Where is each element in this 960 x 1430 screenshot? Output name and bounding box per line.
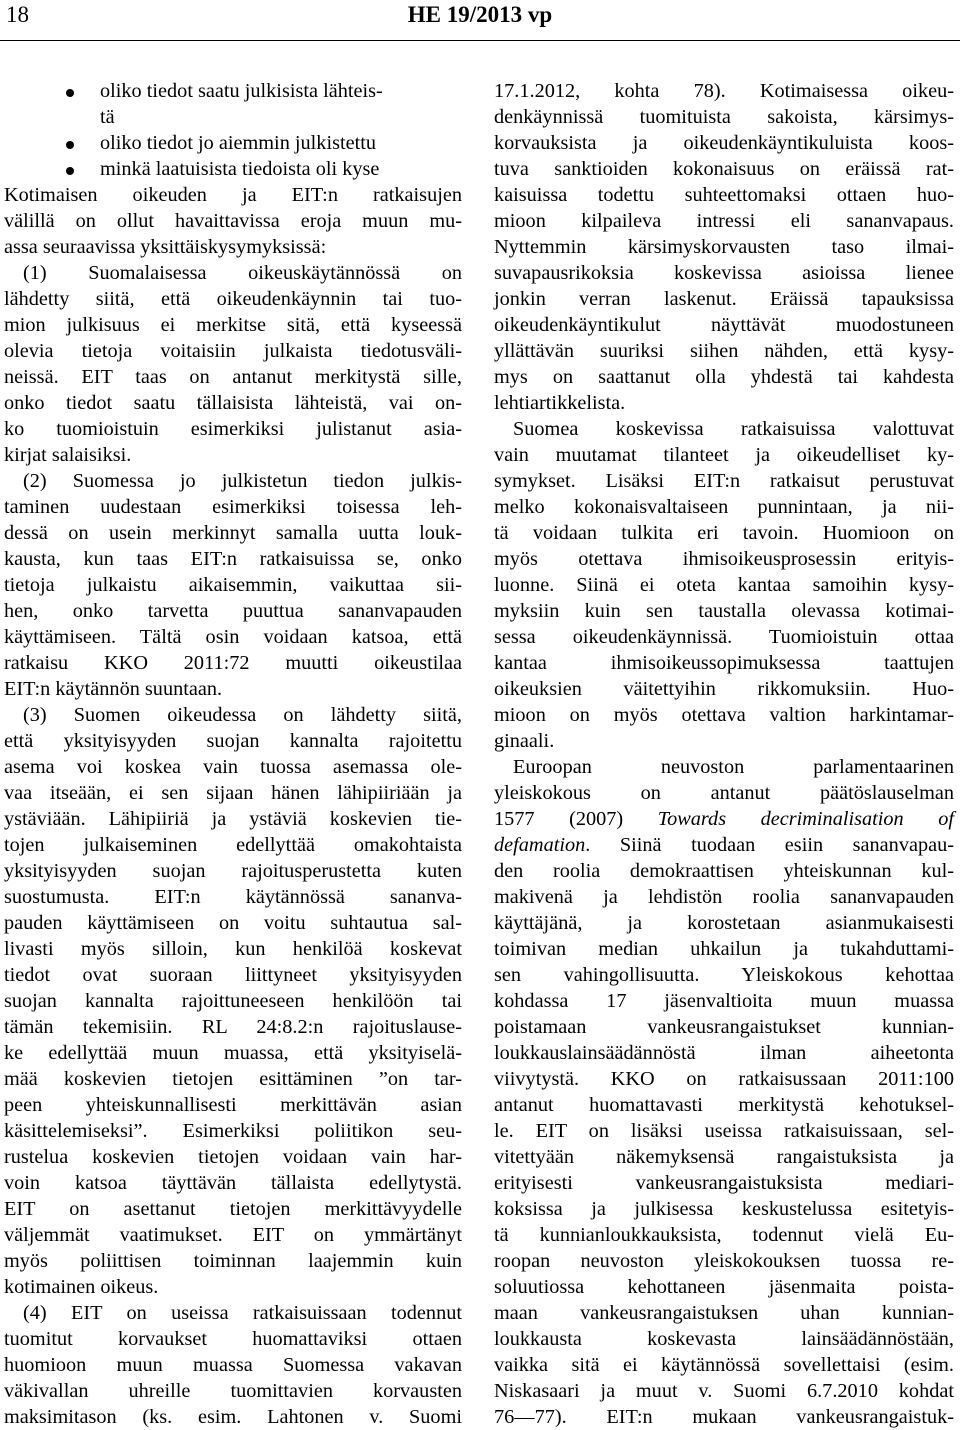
line-text: oikeuksien väitettyihin rikkomuksiin. Huo- — [494, 678, 954, 700]
line-text: viivytystä. KKO on ratkaisussaan 2011:100 — [494, 1068, 954, 1090]
text-line — [494, 104, 954, 130]
line-text: että yksityisyyden suojan kannalta rajoitettu — [4, 730, 462, 752]
text-line — [494, 364, 954, 390]
text-line — [494, 936, 954, 962]
text-line — [4, 780, 462, 806]
line-text: välillä on ollut havaittavissa eroja muun mu- — [4, 210, 462, 232]
line-text: vitettyään näkemyksensä rangaistuksista ja — [494, 1146, 954, 1168]
line-text: vaikka sitä ei käytännössä sovellettaisi (esim. — [494, 1354, 954, 1376]
line-text: roopan neuvoston yleiskokouksen tuossa re- — [494, 1250, 954, 1272]
text-line — [494, 1326, 954, 1352]
text-line — [4, 104, 462, 130]
line-text: kausta, kun taas EIT:n ratkaisuissa se, onko — [4, 548, 462, 570]
text-line — [494, 1014, 954, 1040]
line-text: suojan kannalta rajoittuneeseen henkilöön tai — [4, 990, 462, 1012]
line-text: yleiskokous on antanut päätöslauselman — [494, 782, 954, 804]
line-text: mioon kilpaileva intressi eli sananvapaus. — [494, 210, 954, 232]
line-text: tämän tekemisiin. RL 24:8.2:n rajoituslause- — [4, 1016, 462, 1038]
line-text: minkä laatuisista tiedoista oli kyse — [100, 158, 380, 180]
line-text: Euroopan neuvoston parlamentaarinen — [513, 756, 954, 778]
text-line — [494, 962, 954, 988]
text-line — [4, 1118, 462, 1144]
line-text: symykset. Lisäksi EIT:n ratkaisut perustuvat — [494, 470, 954, 492]
line-text: neissä. EIT taas on antanut merkitystä sille, — [4, 366, 462, 388]
text-line — [494, 494, 954, 520]
line-text: EIT on asettanut tietojen merkittävyydelle — [4, 1198, 462, 1220]
line-text: erityisesti vankeusrangaistuksista mediari- — [494, 1172, 954, 1194]
text-line — [4, 624, 462, 650]
document-id: HE 19/2013 vp — [407, 2, 553, 27]
line-text: kirjat salaisiksi. — [4, 444, 132, 466]
line-text: vain muutamat tilanteet ja oikeudelliset ky- — [494, 444, 954, 466]
text-line — [494, 1248, 954, 1274]
text-line — [4, 1326, 462, 1352]
text-line — [494, 1170, 954, 1196]
text-line — [494, 1352, 954, 1378]
text-line — [4, 1378, 462, 1404]
line-text: 17.1.2012, kohta 78). Kotimaisessa oikeu- — [494, 80, 954, 102]
line-text: sen vahingollisuutta. Yleiskokous kehottaa — [494, 964, 954, 986]
line-text: käyttämiseen. Tältä osin voidaan katsoa, että — [4, 626, 462, 648]
text-line — [494, 832, 954, 858]
line-text: suvapausrikoksia koskevissa asioissa lienee — [494, 262, 954, 284]
line-text: Niskasaari ja muut v. Suomi 6.7.2010 kohdat — [494, 1380, 954, 1402]
text-line — [494, 1222, 954, 1248]
text-line — [4, 572, 462, 598]
line-text: oliko tiedot saatu julkisista lähteis- — [100, 80, 383, 102]
bullet-item — [4, 78, 462, 104]
text-line — [494, 1092, 954, 1118]
line-text: rustelua koskevien tietojen voidaan vain har- — [4, 1146, 462, 1168]
line-text: vaa itseään, ei sen sijaan hänen lähipiiriään ja — [4, 782, 462, 804]
text-line — [494, 520, 954, 546]
text-line — [4, 676, 462, 702]
bullet-item — [4, 130, 462, 156]
text-line — [4, 1170, 462, 1196]
text-line — [4, 1222, 462, 1248]
line-text: (3) Suomen oikeudessa on lähdetty siitä, — [23, 704, 462, 726]
text-line — [4, 1404, 462, 1430]
line-text: melko kokonaisvaltaiseen punnintaan, ja nii- — [494, 496, 954, 518]
text-line — [4, 884, 462, 910]
page-number: 18 — [6, 2, 29, 27]
text-line — [494, 234, 954, 260]
line-text: tiedot ovat suoraan liittyneet yksityisyyden — [4, 964, 462, 986]
line-text: soluutiossa kehottaneen jäsenmaita poista- — [494, 1276, 954, 1298]
text-line — [494, 442, 954, 468]
text-line — [4, 338, 462, 364]
line-text: le. EIT on lisäksi useissa ratkaisuissaan, sel- — [494, 1120, 954, 1142]
text-line — [4, 442, 462, 468]
line-text: loukkauslainsäädännöstä ilman aiheetonta — [494, 1042, 954, 1064]
text-line — [494, 1378, 954, 1404]
line-text: maan vankeusrangaistuksen uhan kunnian- — [494, 1302, 954, 1324]
text-line — [494, 1118, 954, 1144]
text-line — [4, 598, 462, 624]
text-line — [494, 468, 954, 494]
line-text: oikeudenkäyntikulut näyttävät muodostuneen — [494, 314, 954, 336]
line-text: (2) Suomessa jo julkistetun tiedon julkis- — [23, 470, 462, 492]
text-line — [4, 1196, 462, 1222]
text-line — [4, 1040, 462, 1066]
text-line — [494, 858, 954, 884]
text-line — [494, 806, 954, 832]
line-text: suostumusta. EIT:n käytännössä sananva- — [4, 886, 462, 908]
line-text: korvauksista ja oikeudenkäyntikuluista koos- — [494, 132, 954, 154]
text-line — [4, 1066, 462, 1092]
line-text: loukkausta koskevasta lainsäädännöstään, — [494, 1328, 954, 1350]
line-text: sessa oikeudenkäynnissä. Tuomioistuin ottaa — [494, 626, 954, 648]
line-text: 76—77). EIT:n mukaan vankeusrangaistuk- — [494, 1406, 954, 1428]
text-line — [4, 1014, 462, 1040]
text-line — [494, 1040, 954, 1066]
paragraph-start — [4, 1300, 462, 1326]
line-text: taminen uudestaan esimerkiksi toisessa leh- — [4, 496, 462, 518]
line-text: assa seuraavissa yksittäiskysymyksissä: — [4, 236, 327, 258]
text-line — [494, 1066, 954, 1092]
line-text: yllättävän suuriksi siihen nähden, että kysy- — [494, 340, 954, 362]
line-text: kotimainen oikeus. — [4, 1276, 159, 1298]
text-line — [4, 546, 462, 572]
line-text: käyttäjänä, ja korostetaan asianmukaisesti — [494, 912, 954, 934]
line-text: Suomea koskevissa ratkaisuissa valottuvat — [513, 418, 954, 440]
text-line — [494, 390, 954, 416]
page-header — [0, 0, 960, 42]
line-text: tuomitut korvaukset huomattaviksi ottaen — [4, 1328, 462, 1350]
line-text: defamation. Siinä tuodaan esiin sananvapau- — [494, 834, 954, 856]
text-line — [494, 260, 954, 286]
line-text: onko tiedot saatu tällaisista lähteistä, vai on- — [4, 392, 462, 414]
line-text: dessä on usein merkinnyt samalla uutta louk- — [4, 522, 462, 544]
line-text: lähdetty siitä, että oikeudenkäynnin tai tuo- — [4, 288, 462, 310]
line-text: antanut huomattavasti merkitystä kehotuksel- — [494, 1094, 954, 1116]
text-line — [4, 390, 462, 416]
paragraph-start — [4, 702, 462, 728]
text-line — [4, 832, 462, 858]
text-line — [4, 754, 462, 780]
text-line — [494, 1144, 954, 1170]
line-text: ke edellyttää muun muassa, että yksityiselä- — [4, 1042, 462, 1064]
text-line — [494, 546, 954, 572]
line-text: (4) EIT on useissa ratkaisuissaan todennut — [23, 1302, 462, 1324]
text-line — [4, 1352, 462, 1378]
line-text: myös otettava ihmisoikeusprosessin erityis- — [494, 548, 954, 570]
header-rule — [0, 40, 960, 41]
text-line — [4, 988, 462, 1014]
text-line — [494, 286, 954, 312]
line-text: oliko tiedot jo aiemmin julkistettu — [100, 132, 377, 154]
text-line — [4, 806, 462, 832]
line-text: hen, onko tarvetta puuttua sananvapauden — [4, 600, 462, 622]
line-text: tä — [100, 106, 115, 128]
line-text: makivenä ja lehdistön roolia sananvapauden — [494, 886, 954, 908]
text-line — [494, 1404, 954, 1430]
text-line — [494, 1300, 954, 1326]
line-text: yksityisyyden suojan rajoitusperustetta kuten — [4, 860, 462, 882]
publication-title: Towards decriminalisation of — [657, 808, 954, 830]
paragraph-start — [4, 260, 462, 286]
line-text: kantaa ihmisoikeussopimuksessa taattujen — [494, 652, 954, 674]
bullet-item — [4, 156, 462, 182]
line-text: voin katsoa täyttävän tällaista edellytystä. — [4, 1172, 462, 1194]
line-text: peen yhteiskunnallisesti merkittävän asian — [4, 1094, 462, 1116]
line-text: olevia tietoja voitaisiin julkaista tiedotusväli- — [4, 340, 462, 362]
text-line — [4, 728, 462, 754]
text-line — [4, 936, 462, 962]
text-line — [494, 78, 954, 104]
text-line — [4, 234, 462, 260]
text-line — [4, 208, 462, 234]
line-text: tä kunnianloukkauksista, todennut vielä Eu- — [494, 1224, 954, 1246]
text-line — [4, 182, 462, 208]
text-line — [4, 520, 462, 546]
text-line — [494, 910, 954, 936]
line-text: ratkaisu KKO 2011:72 muutti oikeustilaa — [4, 652, 462, 674]
text-line — [494, 130, 954, 156]
text-line — [4, 858, 462, 884]
line-text: tietoja julkaistu aikaisemmin, vaikuttaa sii- — [4, 574, 462, 596]
text-line — [4, 1092, 462, 1118]
text-line — [494, 572, 954, 598]
line-text: väkivallan uhreille tuomittavien korvausten — [4, 1380, 462, 1402]
line-text: ystäviään. Lähipiiriä ja ystäviä koskevien tie- — [4, 808, 462, 830]
paragraph-start — [494, 754, 954, 780]
text-line — [494, 650, 954, 676]
text-line — [494, 624, 954, 650]
text-line — [494, 1274, 954, 1300]
line-text: ginaali. — [494, 730, 555, 752]
line-text: tojen julkaiseminen edellyttää omakohtaista — [4, 834, 462, 856]
line-text: den roolia demokraattisen yhteiskunnan kul- — [494, 860, 954, 882]
line-text: jonkin verran laskenut. Eräissä tapauksissa — [494, 288, 954, 310]
text-line — [494, 676, 954, 702]
line-text: mää koskevien tietojen esittäminen ”on tar- — [4, 1068, 462, 1090]
line-text: maksimitason (ks. esim. Lahtonen v. Suomi — [4, 1406, 462, 1428]
text-line — [4, 416, 462, 442]
paragraph-start — [494, 416, 954, 442]
line-text: mion julkisuus ei merkitse sitä, että kyseessä — [4, 314, 462, 336]
text-line — [494, 702, 954, 728]
line-text: mys on saattanut olla yhdestä tai kahdesta — [494, 366, 954, 388]
text-line — [4, 364, 462, 390]
text-line — [494, 598, 954, 624]
text-line — [494, 156, 954, 182]
bullet-icon — [66, 167, 74, 175]
bullet-icon — [66, 141, 74, 149]
text-line — [494, 1196, 954, 1222]
line-text: käsittelemiseksi”. Esimerkiksi poliitikon seu- — [4, 1120, 462, 1142]
line-text: huomioon muun muassa Suomessa vakavan — [4, 1354, 462, 1376]
text-line — [494, 208, 954, 234]
line-text: väljemmät vaatimukset. EIT on ymmärtänyt — [4, 1224, 462, 1246]
text-line — [4, 650, 462, 676]
text-line — [4, 1144, 462, 1170]
right-column — [494, 78, 954, 1430]
line-text: pauden käyttämiseen on voitu suhtautua sal- — [4, 912, 462, 934]
line-text: Kotimaisen oikeuden ja EIT:n ratkaisujen — [4, 184, 462, 206]
line-text: asema voi koskea vain tuossa asemassa ole- — [4, 756, 462, 778]
line-text: livasti myös silloin, kun henkilöä koskevat — [4, 938, 462, 960]
line-text: myksiin kuin sen taustalla olevassa kotimai- — [494, 600, 954, 622]
text-line — [494, 182, 954, 208]
text-line — [494, 884, 954, 910]
text-line — [4, 494, 462, 520]
line-text: mioon on myös otettava valtion harkintamar- — [494, 704, 954, 726]
text-line — [494, 312, 954, 338]
text-line — [4, 286, 462, 312]
line-text: EIT:n käytännön suuntaan. — [4, 678, 223, 700]
text-line — [494, 988, 954, 1014]
text-line — [4, 1248, 462, 1274]
bullet-icon — [66, 89, 74, 97]
line-text: Nyttemmin kärsimyskorvausten taso ilmai- — [494, 236, 954, 258]
text-line — [4, 1274, 462, 1300]
line-text: 1577 (2007) Towards decriminalisation of — [494, 808, 954, 830]
text-line — [4, 312, 462, 338]
line-text: tuva sanktioiden kokonaisuus on eräissä rat- — [494, 158, 954, 180]
line-text: luonne. Siinä ei oteta kantaa samoihin kysy- — [494, 574, 954, 596]
text-line — [4, 962, 462, 988]
line-text: tä voidaan tulkita eri tavoin. Huomioon on — [494, 522, 954, 544]
text-line — [4, 910, 462, 936]
line-text: denkäynnissä tuomituista sakoista, kärsimys- — [494, 106, 954, 128]
line-text: toimivan median uhkailun ja tukahduttami- — [494, 938, 954, 960]
line-text: ko tuomioistuin esimerkiksi julistanut asia- — [4, 418, 462, 440]
line-text: poistamaan vankeusrangaistukset kunnian- — [494, 1016, 954, 1038]
text-line — [494, 780, 954, 806]
publication-title: defamation — [494, 834, 586, 856]
line-text: koksissa ja julkisessa keskustelussa esitetyis- — [494, 1198, 954, 1220]
line-text: (1) Suomalaisessa oikeuskäytännössä on — [23, 262, 462, 284]
line-text: kaisuissa todettu suhteettomaksi ottaen huo- — [494, 184, 954, 206]
line-text: kohdassa 17 jäsenvaltioita muun muassa — [494, 990, 954, 1012]
text-line — [494, 728, 954, 754]
paragraph-start — [4, 468, 462, 494]
left-column — [4, 78, 462, 1430]
text-line — [494, 338, 954, 364]
line-text: lehtiartikkelista. — [494, 392, 626, 414]
line-text: myös poliittisen toiminnan laajemmin kuin — [4, 1250, 462, 1272]
